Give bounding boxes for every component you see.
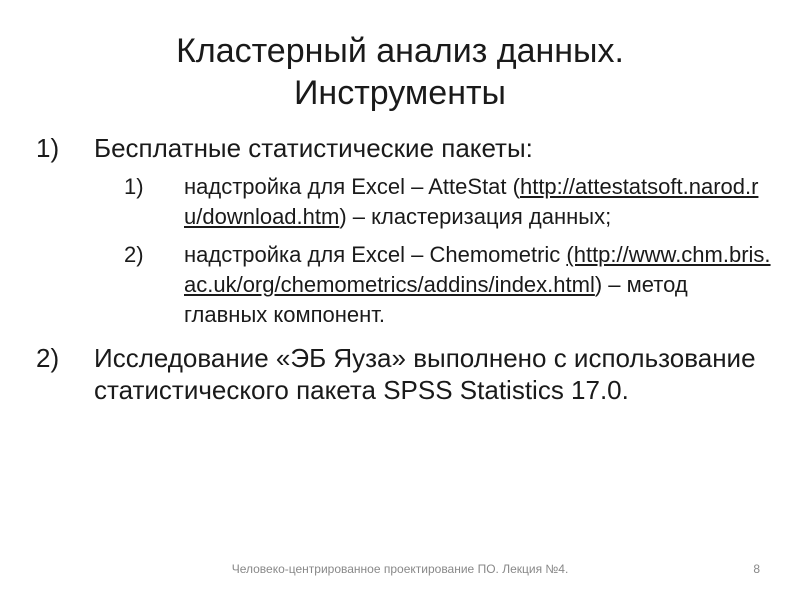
sub-list bbox=[94, 172, 776, 330]
list-item-1 bbox=[36, 132, 776, 330]
list-item-number: 2) bbox=[36, 343, 60, 373]
sub-item-prefix: надстройка для Excel – AtteStat ( bbox=[184, 174, 520, 199]
chemometric-addins-link[interactable]: (http://www.chm.bris.ac.uk/org/chemometrics/addins/index.html bbox=[184, 242, 771, 297]
sub-item-suffix: ) – метод главных компонент. bbox=[184, 272, 688, 327]
sub-item-prefix: надстройка для Excel – Chemometric bbox=[184, 242, 567, 267]
list-item-text: Исследование «ЭБ Яуза» выполнено с использование статистического пакета SPSS Statistics 17.0. bbox=[94, 343, 756, 405]
attestat-download-link[interactable]: http://attestatsoft.narod.ru/download.htm bbox=[184, 174, 759, 229]
sub-item-number: 2) bbox=[124, 242, 144, 267]
list-item-text: Бесплатные статистические пакеты: bbox=[94, 133, 533, 163]
list-item-2 bbox=[36, 342, 776, 406]
list-item-number: 1) bbox=[36, 133, 60, 163]
sub-list-item-2 bbox=[94, 240, 776, 330]
sub-list-item-1 bbox=[94, 172, 776, 232]
title-line-2: Инструменты bbox=[293, 74, 506, 112]
page-number: 8 bbox=[753, 562, 760, 576]
slide-content bbox=[36, 132, 776, 418]
title-line-1: Кластерный анализ данных. bbox=[176, 32, 624, 70]
sub-item-suffix: ) – кластеризация данных; bbox=[339, 204, 612, 229]
slide-title bbox=[60, 30, 740, 114]
footer-text: Человеко-центрированное проектирование ПО. Лекция №4. bbox=[231, 562, 569, 576]
sub-item-number: 1) bbox=[124, 174, 144, 199]
